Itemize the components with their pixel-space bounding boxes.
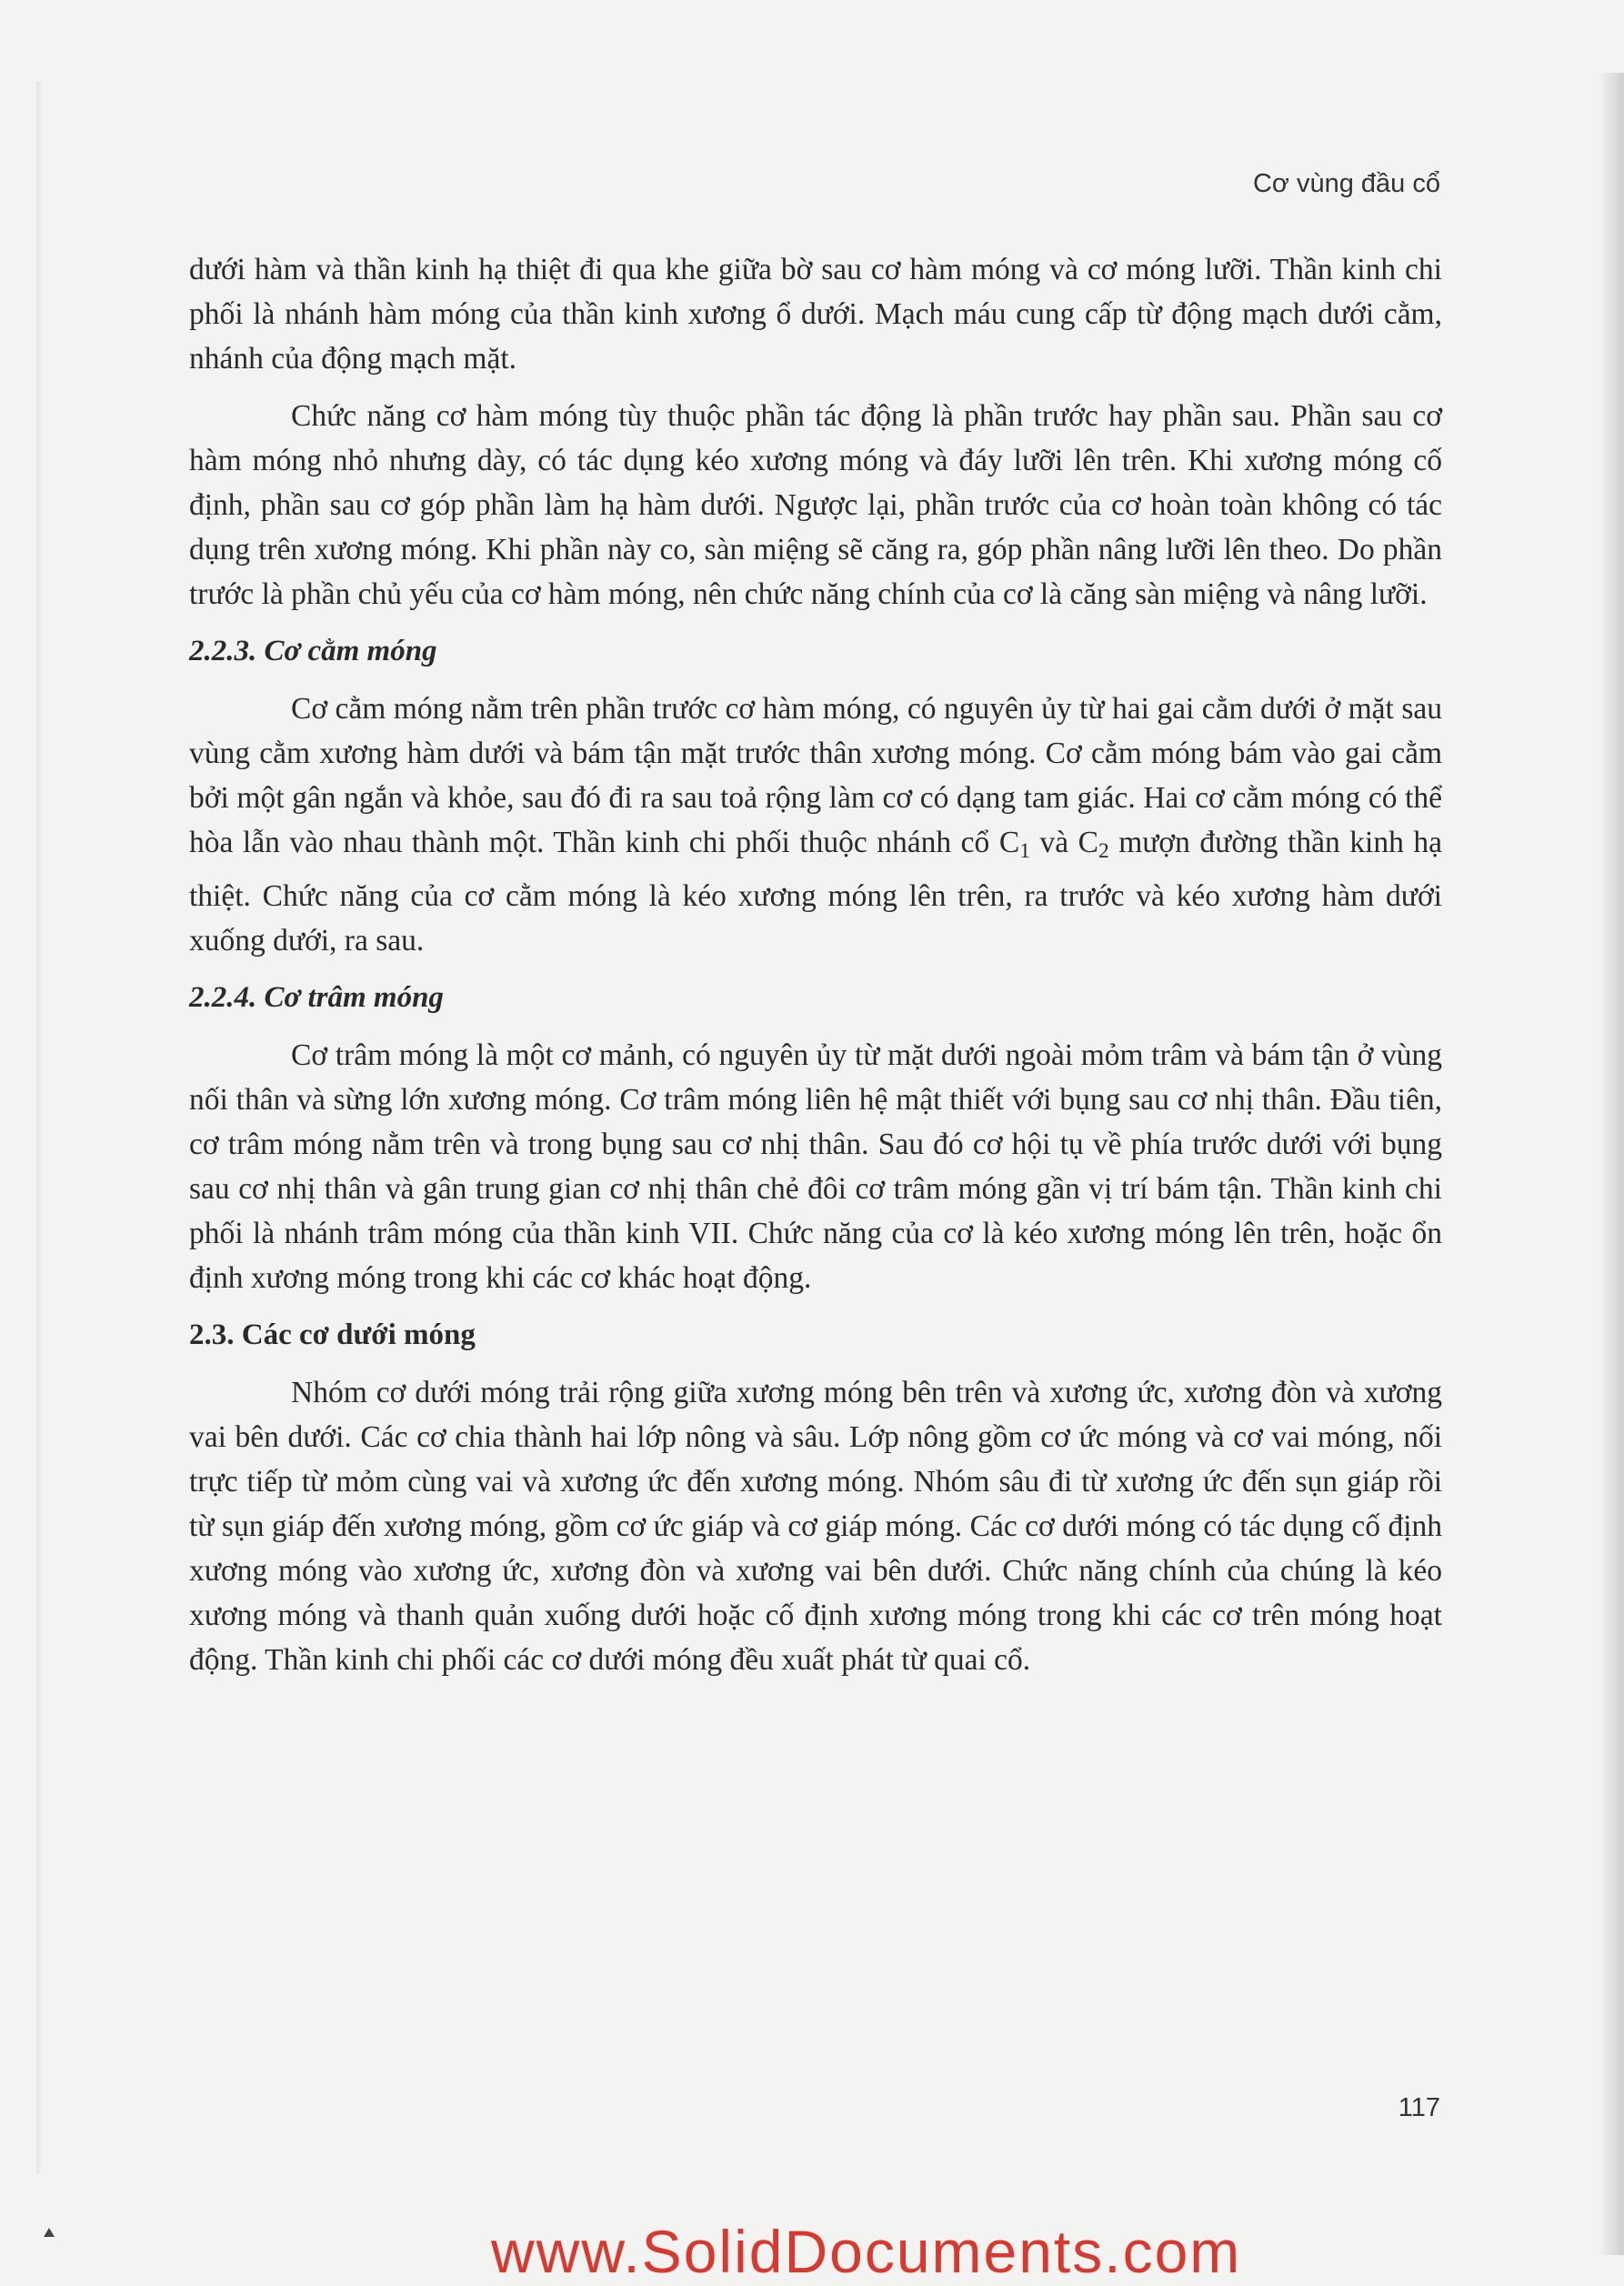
heading-2-2-3: 2.2.3. Cơ cằm móng	[189, 635, 437, 667]
watermark-url: www.SolidDocuments.com	[491, 2218, 1242, 2285]
running-header: Cơ vùng đầu cổ	[1252, 169, 1440, 198]
paragraph-geniohyoid-text-c: mượn đường thần kinh hạ thiệt. Chức năng của cơ cằm móng là kéo xương móng lên trên, ra trước và kéo xương hàm dưới xuống dưới, ra sau.	[189, 826, 1443, 958]
paragraph-function-mylohyoid: Chức năng cơ hàm móng tùy thuộc phần tác động là phần trước hay phần sau. Phần sau cơ hàm móng nhỏ nhưng dày, có tác dụng kéo xương móng và đáy lưỡi lên trên. Khi xương móng cố định, phần sau cơ góp phần làm hạ hàm dưới. Ngược lại, phần trước của cơ hoàn toàn không có tác dụng trên xương móng. Khi phần này co, sàn miệng sẽ căng ra, góp phần nâng lưỡi lên theo. Do phần trước là phần chủ yếu của cơ hàm móng, nên chức năng chính của cơ là căng sàn miệng và nâng lưỡi.	[189, 399, 1442, 611]
scan-edge-right	[1599, 73, 1624, 2255]
scan-edge-left	[36, 82, 42, 2173]
paragraph-geniohyoid	[189, 687, 1442, 963]
paragraph-geniohyoid-text-a: Cơ cằm móng nằm trên phần trước cơ hàm móng, có nguyên ủy từ hai gai cằm dưới ở mặt sau vùng cằm xương hàm dưới và bám tận mặt trước thân xương móng. Cơ cằm móng bám vào gai cằm bởi một gân ngắn và khỏe, sau đó đi ra sau toả rộng làm cơ có dạng tam giác. Hai cơ cằm móng có thể hòa lẫn vào nhau thành một. Thần kinh chi phối thuộc nhánh cổ C	[189, 692, 1442, 859]
heading-2-3: 2.3. Các cơ dưới móng	[189, 1318, 476, 1351]
page-number: 117	[1398, 2093, 1440, 2122]
corner-arrow-icon	[44, 2228, 55, 2237]
page-body	[189, 247, 1442, 1695]
paragraph-infrahyoid: Nhóm cơ dưới móng trải rộng giữa xương móng bên trên và xương ức, xương đòn và xương vai bên dưới. Các cơ chia thành hai lớp nông và sâu. Lớp nông gồm cơ ức móng và cơ vai móng, nối trực tiếp từ mỏm cùng vai và xương ức đến xương móng. Nhóm sâu đi từ xương ức đến sụn giáp rồi từ sụn giáp đến xương móng, gồm cơ ức giáp và cơ giáp móng. Các cơ dưới móng có tác dụng cố định xương móng vào xương ức, xương đòn và xương vai bên dưới. Chức năng chính của chúng là kéo xương móng và thanh quản xuống dưới hoặc cố định xương móng trong khi các cơ trên móng hoạt động. Thần kinh chi phối các cơ dưới móng đều xuất phát từ quai cổ.	[189, 1375, 1442, 1677]
subscript-c1: 1	[1019, 838, 1030, 863]
subscript-c2: 2	[1098, 838, 1109, 863]
paragraph-geniohyoid-text-b: và C	[1029, 826, 1098, 859]
paragraph-continuation: dưới hàm và thần kinh hạ thiệt đi qua khe giữa bờ sau cơ hàm móng và cơ móng lưỡi. Thần kinh chi phối là nhánh hàm móng của thần kinh xương ổ dưới. Mạch máu cung cấp từ động mạch dưới cằm, nhánh của động mạch mặt.	[189, 253, 1442, 376]
heading-2-2-4: 2.2.4. Cơ trâm móng	[189, 980, 444, 1014]
paragraph-stylohyoid: Cơ trâm móng là một cơ mảnh, có nguyên ủy từ mặt dưới ngoài mỏm trâm và bám tận ở vùng nối thân và sừng lớn xương móng. Cơ trâm móng liên hệ mật thiết với bụng sau cơ nhị thân. Đầu tiên, cơ trâm móng nằm trên và trong bụng sau cơ nhị thân. Sau đó cơ hội tụ về phía trước dưới với bụng sau cơ nhị thân và gân trung gian cơ nhị thân chẻ đôi cơ trâm móng gần vị trí bám tận. Thần kinh chi phối là nhánh trâm móng của thần kinh VII. Chức năng của cơ là kéo xương móng lên trên, hoặc ổn định xương móng trong khi các cơ khác hoạt động.	[189, 1038, 1442, 1295]
